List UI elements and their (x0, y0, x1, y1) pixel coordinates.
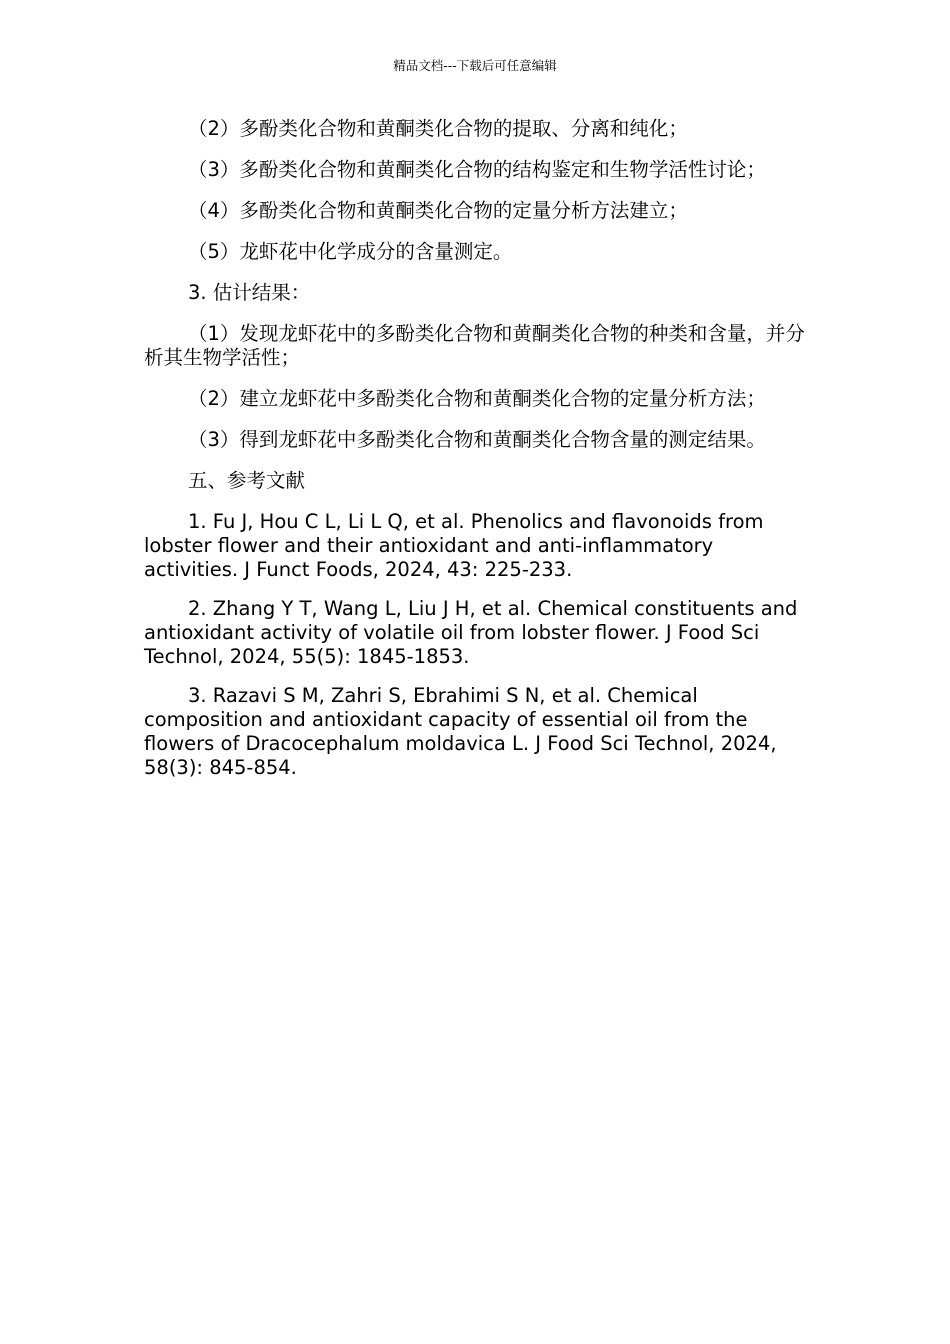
list-item: （2）多酚类化合物和黄酮类化合物的提取、分离和纯化； (188, 117, 688, 140)
reference-item: 3. Razavi S M, Zahri S, Ebrahimi S N, et al. Chemical composition and antioxidant capacity of essential oil from the flowers of Dracocephalum moldavica L. J Food Sci Technol, 2024, 58(3): 845-854. (144, 684, 777, 779)
result-item: （1）发现龙虾花中的多酚类化合物和黄酮类化合物的种类和含量，并分析其生物学活性； (144, 322, 805, 369)
list-item: （5）龙虾花中化学成分的含量测定。 (188, 240, 513, 263)
section-heading-references: 五、参考文献 (188, 469, 306, 492)
reference-item: 1. Fu J, Hou C L, Li L Q, et al. Phenolics and flavonoids from lobster flower and their antioxidant and anti-inflammatory activities. J Funct Foods, 2024, 43: 225-233. (144, 510, 764, 581)
section-heading-results: 3. 估计结果： (188, 281, 311, 304)
reference-item: 2. Zhang Y T, Wang L, Liu J H, et al. Chemical constituents and antioxidant activity of volatile oil from lobster flower. J Food Sci Technol, 2024, 55(5): 1845-1853. (144, 597, 798, 668)
list-item: （4）多酚类化合物和黄酮类化合物的定量分析方法建立； (188, 199, 688, 222)
page-header: 精品文档---下载后可任意编辑 (393, 58, 557, 73)
document-body (144, 117, 806, 795)
result-item: （2）建立龙虾花中多酚类化合物和黄酮类化合物的定量分析方法； (188, 387, 766, 410)
result-item: （3）得到龙虾花中多酚类化合物和黄酮类化合物含量的测定结果。 (188, 428, 766, 451)
list-item: （3）多酚类化合物和黄酮类化合物的结构鉴定和生物学活性讨论； (188, 158, 766, 181)
